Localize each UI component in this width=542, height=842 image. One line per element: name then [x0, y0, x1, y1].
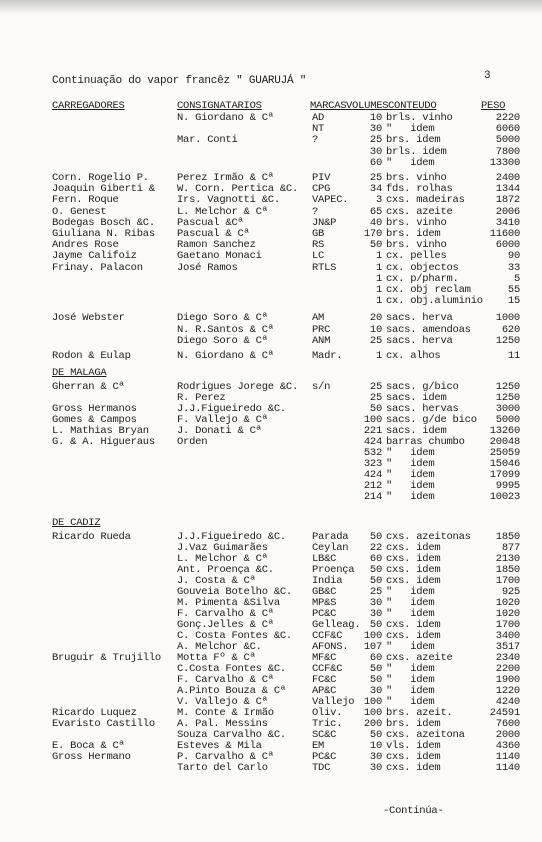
- header-marcas: MARCAS: [310, 100, 347, 112]
- cell-volumes: 25: [369, 381, 382, 393]
- cell-volumes: 1: [375, 350, 382, 362]
- cell-peso: 6000: [495, 239, 520, 252]
- cell-peso: 1020: [495, 597, 520, 609]
- cell-conteudo: cx. pelles: [386, 250, 447, 263]
- cell-peso: 1140: [495, 762, 520, 774]
- cell-marca: CCF&C: [312, 663, 343, 675]
- cell-carregador: Gross Hermano: [52, 751, 131, 763]
- cell-conteudo: sacs. g/de bico: [386, 414, 477, 426]
- cell-peso: 3410: [495, 216, 520, 229]
- cell-volumes: 25: [369, 134, 382, 147]
- cell-conteudo: brs. vinho: [386, 239, 447, 252]
- cell-conteudo: brs. vinho: [386, 216, 447, 229]
- cell-consignatario: Orden: [177, 436, 208, 448]
- cell-volumes: 30: [369, 762, 382, 774]
- cell-conteudo: " idem: [386, 674, 435, 686]
- cell-conteudo: " idem: [386, 123, 435, 136]
- cell-marca: PC&C: [312, 608, 337, 620]
- cell-peso: 2200: [495, 663, 520, 675]
- cell-carregador: Ricardo Luquez: [52, 707, 137, 719]
- cell-peso: 10023: [489, 491, 520, 503]
- cell-carregador: Rodon & Eulap: [52, 350, 131, 362]
- cell-conteudo: vls. idem: [386, 740, 441, 752]
- cell-peso: 1872: [495, 194, 520, 207]
- cell-marca: ?: [312, 134, 319, 147]
- cell-volumes: 50: [369, 663, 382, 675]
- cell-conteudo: " idem: [386, 597, 435, 609]
- cell-peso: 15: [507, 295, 520, 308]
- cell-volumes: 424: [363, 469, 382, 481]
- cell-peso: 5000: [495, 414, 520, 426]
- cell-marca: India: [312, 575, 343, 587]
- cell-marca: ?: [312, 205, 319, 218]
- cell-conteudo: cxs. idem: [386, 762, 441, 774]
- cell-consignatario: J.J.Figueiredo &C.: [177, 531, 286, 543]
- cell-marca: GB: [312, 228, 325, 240]
- cell-marca: Tric.: [312, 718, 343, 730]
- cell-carregador: Jayme Califoiz: [52, 250, 137, 263]
- cell-peso: 1250: [495, 392, 520, 404]
- cell-marca: CPG: [312, 183, 331, 196]
- cell-peso: 90: [507, 250, 520, 263]
- cell-conteudo: " idem: [386, 696, 435, 708]
- cell-consignatario: Gaetano Monaci: [177, 250, 262, 263]
- cell-conteudo: brs. idem: [386, 228, 441, 240]
- cell-marca: AFONS.: [312, 641, 349, 653]
- cell-volumes: 25: [369, 172, 382, 184]
- cell-consignatario: J.Vaz Guimarães: [177, 542, 268, 554]
- cell-volumes: 107: [363, 641, 382, 653]
- cell-carregador: Andres Rose: [52, 239, 119, 252]
- cell-conteudo: cxs. idem: [386, 553, 441, 565]
- cell-consignatario: A. Pal. Messins: [177, 718, 268, 730]
- cell-consignatario: N. R.Santos & Cª: [177, 323, 274, 336]
- cell-consignatario: José Ramos: [177, 261, 238, 274]
- cell-conteudo: cxs. madeiras: [386, 194, 465, 207]
- cell-volumes: 25: [369, 392, 382, 404]
- cell-marca: CCF&C: [312, 630, 343, 642]
- cell-volumes: 30: [369, 123, 382, 136]
- cell-marca: MP&S: [312, 597, 337, 609]
- cell-peso: 4360: [495, 740, 520, 752]
- cell-conteudo: cx. objectos: [386, 261, 459, 274]
- cell-peso: 1850: [495, 531, 520, 543]
- cell-peso: 1140: [495, 751, 520, 763]
- cell-peso: 13260: [489, 425, 520, 437]
- cell-conteudo: cxs. idem: [386, 619, 441, 631]
- cell-carregador: Gherran & Cª: [52, 381, 125, 393]
- cell-carregador: Gomes & Campos: [52, 414, 137, 426]
- cell-volumes: 10: [369, 112, 382, 124]
- cell-consignatario: C.Costa Fontes &C.: [177, 663, 286, 675]
- cell-conteudo: cxs. idem: [386, 630, 441, 642]
- cell-volumes: 532: [363, 447, 382, 459]
- cell-conteudo: brs. idem: [386, 718, 441, 730]
- cell-marca: Ceylan: [312, 542, 349, 554]
- cell-consignatario: F. Carvalho & Cª: [177, 608, 274, 620]
- cell-marca: NT: [312, 123, 325, 136]
- cell-peso: 1250: [495, 381, 520, 393]
- cell-volumes: 170: [363, 228, 382, 240]
- cell-consignatario: Motta Fº & Cª: [177, 652, 256, 664]
- cell-carregador: Ricardo Rueda: [52, 531, 131, 543]
- cell-peso: 1344: [495, 183, 520, 196]
- cell-consignatario: N. Giordano & Cª: [177, 112, 274, 124]
- cell-peso: 9995: [495, 480, 520, 492]
- cell-volumes: 100: [363, 696, 382, 708]
- cell-marca: Proença: [312, 564, 355, 576]
- cell-consignatario: M. Pimenta &Silva: [177, 597, 280, 609]
- cell-volumes: 100: [363, 707, 382, 719]
- header-peso: PESO: [481, 100, 506, 112]
- cell-marca: TDC: [312, 762, 331, 774]
- cell-volumes: 1: [375, 250, 382, 263]
- cell-volumes: 50: [369, 619, 382, 631]
- cell-conteudo: cx. p/pharm.: [386, 272, 459, 285]
- cell-marca: RTLS: [312, 261, 337, 274]
- cell-volumes: 50: [369, 403, 382, 415]
- cell-peso: 33: [507, 261, 520, 274]
- cell-marca: LC: [312, 250, 325, 263]
- cell-volumes: 65: [369, 205, 382, 218]
- cell-marca: AP&C: [312, 685, 337, 697]
- cell-carregador: Bruguir & Trujillo: [52, 652, 161, 664]
- cell-peso: 4240: [495, 696, 520, 708]
- cell-peso: 2130: [495, 553, 520, 565]
- cell-peso: 1700: [495, 619, 520, 631]
- cell-conteudo: " idem: [386, 685, 435, 697]
- cell-conteudo: brs. idem: [386, 134, 441, 147]
- cell-consignatario: Diego Soro & Cª: [177, 312, 268, 325]
- cell-carregador: E. Boca & Cª: [52, 740, 125, 752]
- cell-consignatario: Pascual &Cª: [177, 216, 244, 229]
- cell-marca: Parada: [312, 531, 349, 543]
- cell-marca: s/n: [312, 381, 331, 393]
- cell-consignatario: Gouveia Botelho &C.: [177, 586, 292, 598]
- cell-peso: 20048: [489, 436, 520, 448]
- cell-carregador: Bodegas Bosch &C.: [52, 216, 155, 229]
- cell-conteudo: " idem: [386, 458, 435, 470]
- cell-marca: Oliv.: [312, 707, 343, 719]
- header-consignatarios: CONSIGNATARIOS: [177, 100, 262, 112]
- cell-volumes: 10: [369, 323, 382, 336]
- cell-conteudo: cx. alhos: [386, 350, 441, 362]
- cell-peso: 2006: [495, 205, 520, 218]
- cell-volumes: 30: [369, 608, 382, 620]
- cell-marca: PC&C: [312, 751, 337, 763]
- cell-conteudo: cxs. idem: [386, 575, 441, 587]
- cell-conteudo: brls. vinho: [386, 112, 453, 124]
- cell-conteudo: cxs. idem: [386, 542, 441, 554]
- cell-volumes: 50: [369, 239, 382, 252]
- cell-volumes: 20: [369, 312, 382, 325]
- cell-conteudo: sacs. herva: [386, 334, 453, 347]
- cell-conteudo: sacs. idem: [386, 425, 447, 437]
- cell-volumes: 30: [369, 597, 382, 609]
- cell-volumes: 1: [375, 284, 382, 296]
- cell-peso: 5000: [495, 134, 520, 147]
- cell-consignatario: L. Melchor & Cª: [177, 205, 268, 218]
- cell-consignatario: Rodrigues Jorege &C.: [177, 381, 299, 393]
- cell-volumes: 50: [369, 564, 382, 576]
- cell-carregador: Fern. Roque: [52, 194, 119, 207]
- cell-volumes: 30: [369, 751, 382, 763]
- cell-peso: 3000: [495, 403, 520, 415]
- cell-volumes: 214: [363, 491, 382, 503]
- cell-marca: EM: [312, 740, 325, 752]
- cell-peso: 2000: [495, 729, 520, 741]
- cell-carregador: José Webster: [52, 312, 125, 325]
- cell-peso: 2400: [495, 172, 520, 184]
- cell-volumes: 25: [369, 334, 382, 347]
- cell-consignatario: W. Corn. Pertica &C.: [177, 183, 299, 196]
- cell-peso: 24591: [489, 707, 520, 719]
- cell-conteudo: " idem: [386, 480, 435, 492]
- cell-carregador: O. Genest: [52, 205, 107, 218]
- cell-consignatario: J.J.Figueiredo &C.: [177, 403, 286, 415]
- cell-volumes: 25: [369, 586, 382, 598]
- cell-marca: Gelleag.: [312, 619, 361, 631]
- cell-consignatario: Ramon Sanchez: [177, 239, 256, 252]
- cell-consignatario: V. Vallejo & Cª: [177, 696, 268, 708]
- cell-volumes: 60: [369, 553, 382, 565]
- cell-consignatario: F. Carvalho & Cª: [177, 674, 274, 686]
- header-carregadores: CARREGADORES: [52, 100, 125, 112]
- header-conteudo: CONTEUDO: [388, 100, 437, 112]
- cell-conteudo: cxs. idem: [386, 751, 441, 763]
- cell-conteudo: brs. vinho: [386, 172, 447, 184]
- cell-marca: VAPEC.: [312, 194, 349, 207]
- cell-conteudo: sacs. herva: [386, 312, 453, 325]
- cell-volumes: 221: [363, 425, 382, 437]
- cell-peso: 1850: [495, 564, 520, 576]
- cell-consignatario: L. Melchor & Cª: [177, 553, 268, 565]
- cell-conteudo: " idem: [386, 491, 435, 503]
- cell-peso: 620: [501, 323, 520, 336]
- cell-peso: 3517: [495, 641, 520, 653]
- cell-peso: 13300: [489, 156, 520, 169]
- cell-peso: 6060: [495, 123, 520, 136]
- cell-peso: 1220: [495, 685, 520, 697]
- cell-conteudo: " idem: [386, 608, 435, 620]
- cell-volumes: 1: [375, 295, 382, 308]
- cell-conteudo: cxs. azeite: [386, 652, 453, 664]
- cell-volumes: 10: [369, 740, 382, 752]
- cell-peso: 925: [501, 586, 520, 598]
- cell-peso: 1000: [495, 312, 520, 325]
- cell-carregador: Joaquin Giberti &: [52, 183, 155, 196]
- cell-consignatario: Gonç.Jelles & Cª: [177, 619, 274, 631]
- cell-volumes: 200: [363, 718, 382, 730]
- cell-volumes: 30: [369, 685, 382, 697]
- cell-conteudo: cx. obj reclam: [386, 284, 471, 296]
- cell-carregador: Evaristo Castillo: [52, 718, 155, 730]
- cell-conteudo: " idem: [386, 447, 435, 459]
- cell-carregador: Frinay. Palacon: [52, 261, 143, 274]
- cell-consignatario: Diego Soro & Cª: [177, 334, 268, 347]
- cell-marca: MF&C: [312, 652, 337, 664]
- cell-volumes: 60: [369, 652, 382, 664]
- cell-marca: AM: [312, 312, 325, 325]
- cell-peso: 55: [507, 284, 520, 296]
- cell-volumes: 60: [369, 156, 382, 169]
- cell-consignatario: M. Conte & Irmão: [177, 707, 274, 719]
- cell-volumes: 323: [363, 458, 382, 470]
- cell-marca: LB&C: [312, 553, 337, 565]
- cell-carregador: Giuliana N. Ribas: [52, 228, 155, 240]
- section-title: DE CADIZ: [52, 517, 101, 529]
- cell-carregador: Gross Hermanos: [52, 403, 137, 415]
- cell-peso: 11600: [489, 228, 520, 240]
- cell-marca: JN&P: [312, 216, 337, 229]
- cell-volumes: 50: [369, 531, 382, 543]
- cell-peso: 11: [507, 350, 520, 362]
- cell-conteudo: sacs. g/bico: [386, 381, 459, 393]
- cell-peso: 5: [513, 272, 520, 285]
- cell-volumes: 50: [369, 575, 382, 587]
- cell-peso: 17099: [489, 469, 520, 481]
- cell-conteudo: cxs. azeitona: [386, 729, 465, 741]
- cell-peso: 25059: [489, 447, 520, 459]
- cell-consignatario: Irs. Vagnotti &C.: [177, 194, 280, 207]
- cell-consignatario: P. Carvalho & Cª: [177, 751, 274, 763]
- cell-conteudo: cxs. azeitonas: [386, 531, 471, 543]
- cell-volumes: 1: [375, 272, 382, 285]
- cell-volumes: 3: [375, 194, 382, 207]
- cell-consignatario: J. Donati & Cª: [177, 425, 262, 437]
- cell-consignatario: Pascual & Cª: [177, 228, 250, 240]
- scan-edge-shadow: [0, 0, 542, 14]
- cell-volumes: 424: [363, 436, 382, 448]
- cell-conteudo: " idem: [386, 641, 435, 653]
- cell-volumes: 1: [375, 261, 382, 274]
- cell-conteudo: sacs. hervas: [386, 403, 459, 415]
- cell-volumes: 40: [369, 216, 382, 229]
- cell-conteudo: fds. rolhas: [386, 183, 453, 196]
- cell-consignatario: A.Pinto Bouza & Cª: [177, 685, 286, 697]
- cell-marca: FC&C: [312, 674, 337, 686]
- cell-marca: ANM: [312, 334, 331, 347]
- cell-volumes: 100: [363, 630, 382, 642]
- cell-peso: 1900: [495, 674, 520, 686]
- cell-conteudo: brls. idem: [386, 145, 447, 158]
- cell-marca: Vallejo: [312, 696, 355, 708]
- cell-volumes: 22: [369, 542, 382, 554]
- cell-conteudo: " idem: [386, 156, 435, 169]
- cell-conteudo: cxs. azeite: [386, 205, 453, 218]
- cell-conteudo: barras chumbo: [386, 436, 465, 448]
- cell-conteudo: " idem: [386, 586, 435, 598]
- cell-marca: RS: [312, 239, 325, 252]
- cell-conteudo: brs. azeit.: [386, 707, 453, 719]
- section-title: DE MALAGA: [52, 367, 107, 379]
- cell-peso: 7800: [495, 145, 520, 158]
- cell-consignatario: A. Melchor &C.: [177, 641, 262, 653]
- cell-consignatario: R. Perez: [177, 392, 226, 404]
- cell-volumes: 50: [369, 674, 382, 686]
- cell-peso: 1250: [495, 334, 520, 347]
- cell-consignatario: Ant. Proença &C.: [177, 564, 274, 576]
- page-title: Continuação do vapor francêz " GUARUJÁ ": [52, 75, 307, 87]
- cell-conteudo: sacs. idem: [386, 392, 447, 404]
- cell-consignatario: J. Costa & Cª: [177, 575, 256, 587]
- cell-peso: 1700: [495, 575, 520, 587]
- cell-conteudo: sacs. amendoas: [386, 323, 471, 336]
- header-volumes: VOLUMES: [346, 100, 389, 112]
- cell-marca: GB&C: [312, 586, 337, 598]
- cell-conteudo: " idem: [386, 469, 435, 481]
- cell-marca: Madr.: [312, 350, 343, 362]
- page-number: 3: [484, 70, 491, 82]
- cell-consignatario: N. Giordano & Cª: [177, 350, 274, 362]
- cell-consignatario: Mar. Conti: [177, 134, 238, 147]
- cell-volumes: 212: [363, 480, 382, 492]
- cell-consignatario: C. Costa Fontes &C.: [177, 630, 292, 642]
- cell-volumes: 100: [363, 414, 382, 426]
- cell-peso: 877: [501, 542, 520, 554]
- cell-volumes: 30: [369, 145, 382, 158]
- cell-carregador: Corn. Rogelio P.: [52, 172, 149, 184]
- cell-consignatario: Esteves & Mila: [177, 740, 262, 752]
- cell-marca: AD: [312, 112, 325, 124]
- continua-note: -Continúa-: [383, 805, 444, 817]
- cell-conteudo: " idem: [386, 663, 435, 675]
- cell-marca: PIV: [312, 172, 331, 184]
- cell-consignatario: Souza Carvalho &C.: [177, 729, 286, 741]
- cell-marca: SC&C: [312, 729, 337, 741]
- cell-carregador: G. & A. Higueraus: [52, 436, 155, 448]
- cell-carregador: L. Mathias Bryan: [52, 425, 149, 437]
- cell-conteudo: cx. obj.aluminio: [386, 295, 483, 308]
- cell-consignatario: Perez Irmão & Cª: [177, 172, 274, 184]
- cell-marca: PRC: [312, 323, 331, 336]
- cell-peso: 15046: [489, 458, 520, 470]
- cell-peso: 7600: [495, 718, 520, 730]
- cell-consignatario: F. Vallejo & Cª: [177, 414, 268, 426]
- cell-consignatario: Tarto del Carlo: [177, 762, 268, 774]
- cell-peso: 2220: [495, 112, 520, 124]
- cell-volumes: 50: [369, 729, 382, 741]
- cell-conteudo: cxs. idem: [386, 564, 441, 576]
- cell-peso: 2340: [495, 652, 520, 664]
- cell-peso: 1020: [495, 608, 520, 620]
- cell-volumes: 34: [369, 183, 382, 196]
- cell-peso: 3400: [495, 630, 520, 642]
